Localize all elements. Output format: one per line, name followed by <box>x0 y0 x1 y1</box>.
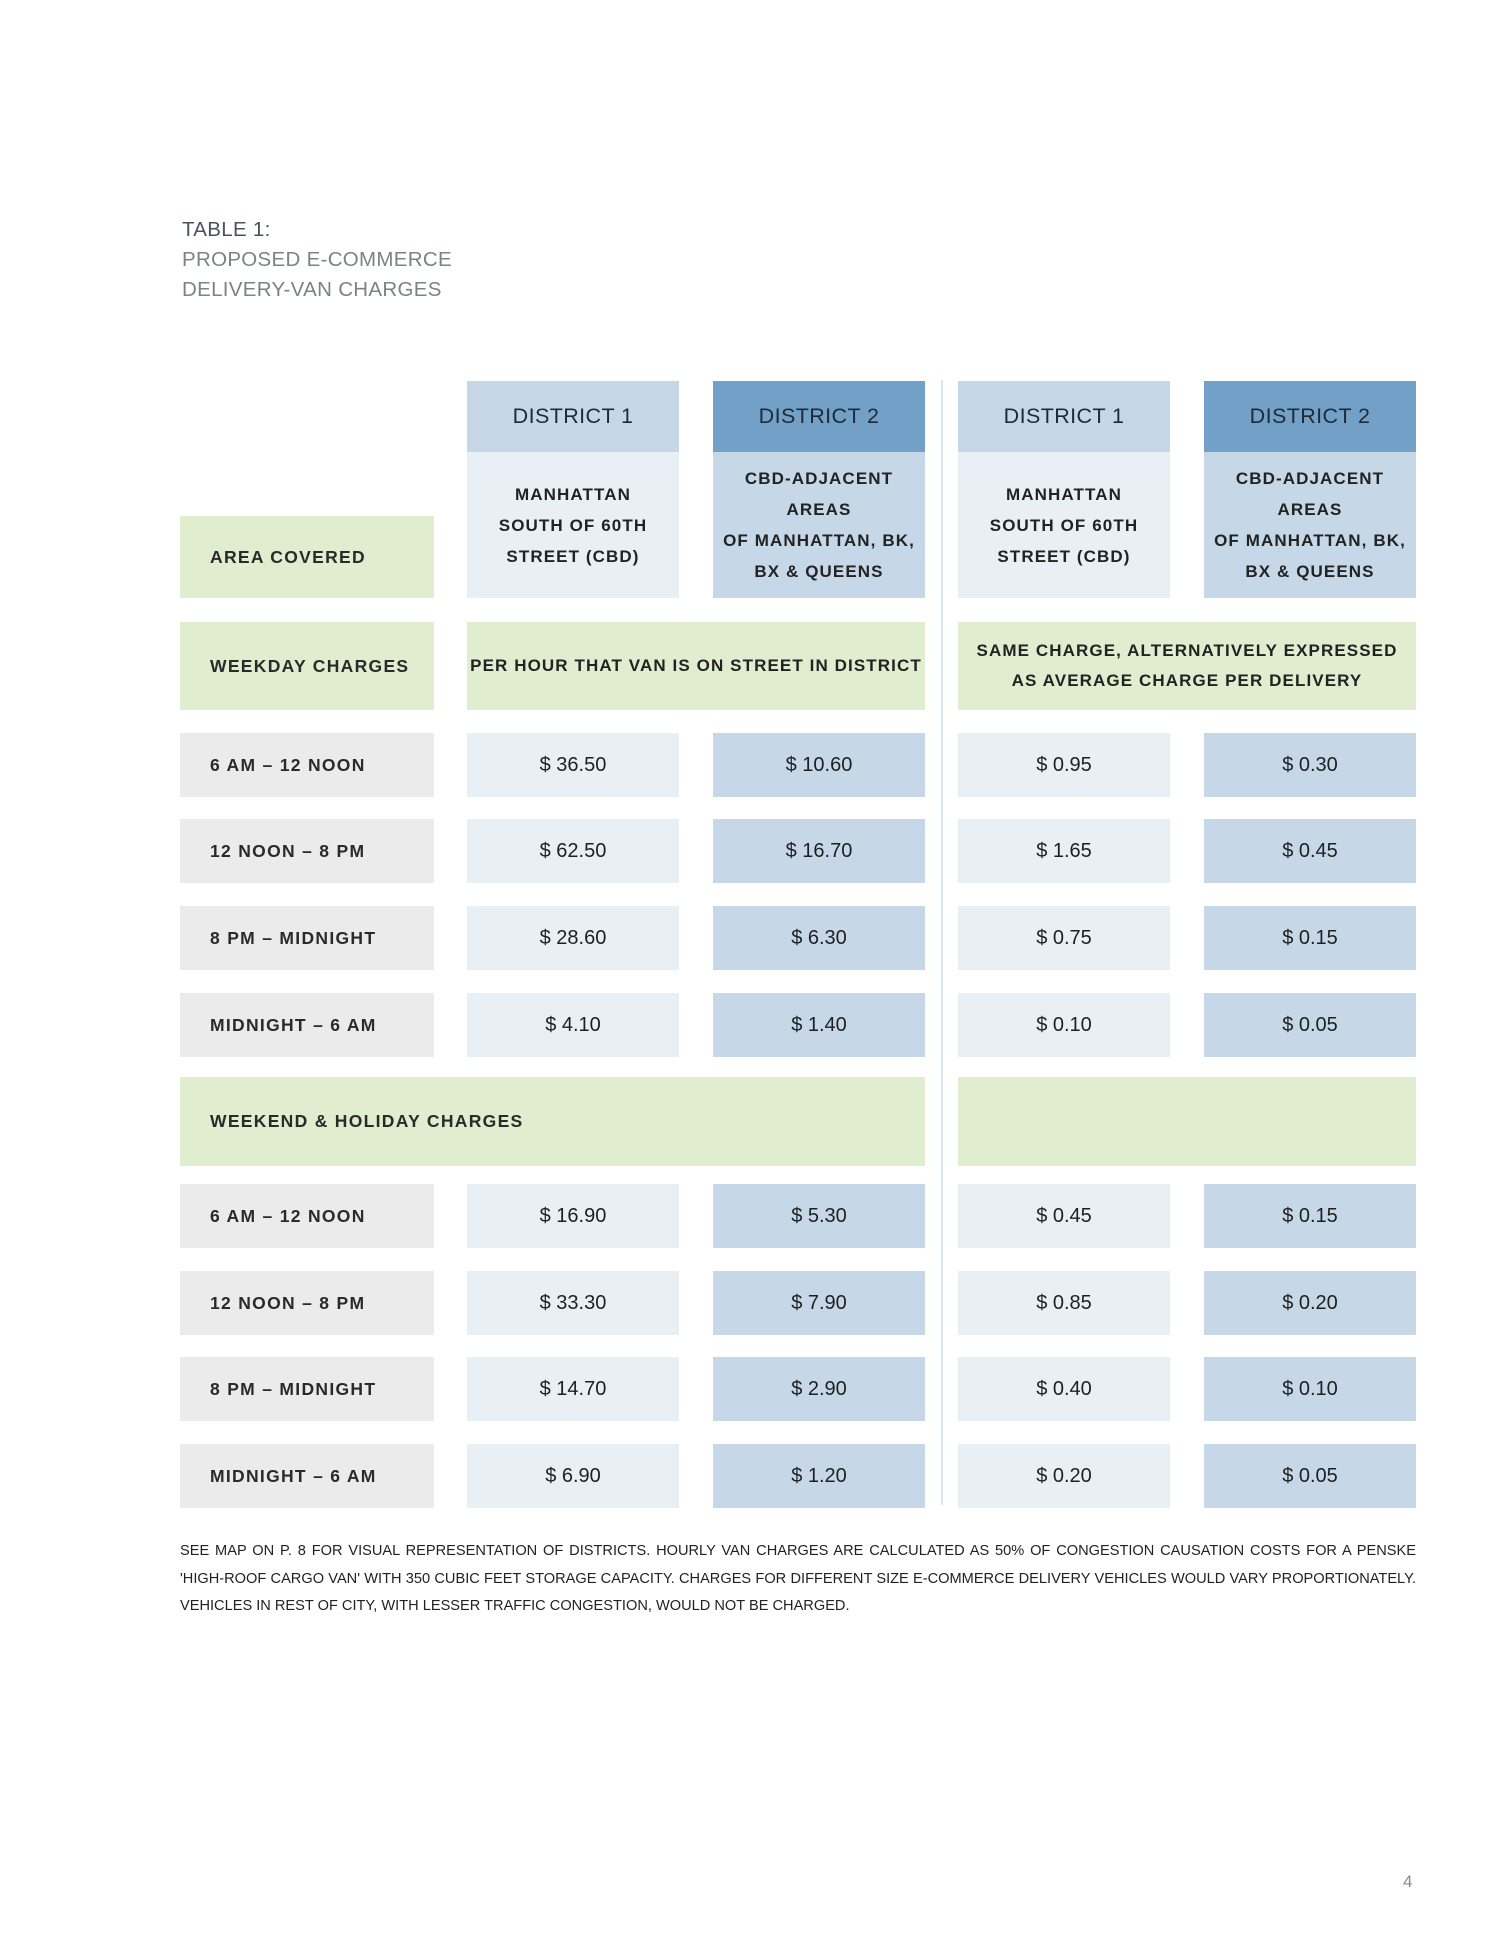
area-district-1-line: STREET (CBD) <box>506 546 640 566</box>
weekend-charges-label: WEEKEND & HOLIDAY CHARGES <box>180 1077 925 1166</box>
area-district-1-line: MANHATTAN <box>1006 484 1122 504</box>
area-covered-label: AREA COVERED <box>180 516 434 598</box>
row-label: 8 PM – MIDNIGHT <box>180 1357 434 1421</box>
row-label: 12 NOON – 8 PM <box>180 819 434 883</box>
row-label: MIDNIGHT – 6 AM <box>180 993 434 1057</box>
weekday-charges-label: WEEKDAY CHARGES <box>180 622 434 710</box>
charge-cell: $ 0.05 <box>1204 1444 1416 1508</box>
area-district-2-line: CBD-ADJACENT AREAS <box>1235 469 1385 519</box>
charge-cell: $ 0.20 <box>958 1444 1170 1508</box>
charge-cell: $ 7.90 <box>713 1271 925 1335</box>
charge-cell: $ 4.10 <box>467 993 679 1057</box>
area-district-2 <box>713 452 925 598</box>
charge-cell: $ 0.30 <box>1204 733 1416 797</box>
weekend-per-delivery-spacer <box>958 1077 1416 1166</box>
charge-cell: $ 0.05 <box>1204 993 1416 1057</box>
charge-cell: $ 36.50 <box>467 733 679 797</box>
charge-cell: $ 62.50 <box>467 819 679 883</box>
page-number: 4 <box>1403 1872 1413 1891</box>
footnote: SEE MAP ON P. 8 FOR VISUAL REPRESENTATION OF DISTRICTS. HOURLY VAN CHARGES ARE CALCULATED AS 50% OF CONGESTION CAUSATION COSTS FOR A PENSKE 'HIGH-ROOF CARGO VAN' WITH 350 CUBIC FEET STORAGE CAPACITY. CHARGES FOR DIFFERENT SIZE E-COMMERCE DELIVERY VEHICLES WOULD VARY PROPORTIONATELY. VEHICLES IN REST OF CITY, WITH LESSER TRAFFIC CONGESTION, WOULD NOT BE CHARGED. <box>180 1543 1416 1614</box>
area-district-2-line: BX & QUEENS <box>1245 562 1375 581</box>
area-district-1-line: MANHATTAN <box>515 484 631 504</box>
header-district-1-per-hour: DISTRICT 1 <box>467 381 679 452</box>
charge-cell: $ 0.15 <box>1204 1184 1416 1248</box>
header-district-1-per-delivery: DISTRICT 1 <box>958 381 1170 452</box>
charge-cell: $ 0.20 <box>1204 1271 1416 1335</box>
row-label: 12 NOON – 8 PM <box>180 1271 434 1335</box>
charge-cell: $ 16.90 <box>467 1184 679 1248</box>
table-title <box>182 215 452 305</box>
charge-cell: $ 1.65 <box>958 819 1170 883</box>
area-district-2-right <box>1204 452 1416 598</box>
charge-cell: $ 0.45 <box>958 1184 1170 1248</box>
header-district-2-per-hour: DISTRICT 2 <box>713 381 925 452</box>
charge-cell: $ 6.90 <box>467 1444 679 1508</box>
area-district-2-line: OF MANHATTAN, BK, <box>1214 531 1406 550</box>
row-label: 8 PM – MIDNIGHT <box>180 906 434 970</box>
table-title-line-2: DELIVERY-VAN CHARGES <box>182 278 442 301</box>
area-district-1-line: SOUTH OF 60TH <box>498 515 648 535</box>
row-label: 6 AM – 12 NOON <box>180 1184 434 1248</box>
charge-cell: $ 14.70 <box>467 1357 679 1421</box>
area-district-1-line: SOUTH OF 60TH <box>989 515 1139 535</box>
area-district-1-line: STREET (CBD) <box>997 546 1131 566</box>
area-district-1-right <box>958 452 1170 598</box>
charge-cell: $ 0.10 <box>958 993 1170 1057</box>
per-delivery-note-line: SAME CHARGE, ALTERNATIVELY EXPRESSED <box>976 641 1398 660</box>
charge-cell: $ 33.30 <box>467 1271 679 1335</box>
charge-cell: $ 5.30 <box>713 1184 925 1248</box>
charge-cell: $ 10.60 <box>713 733 925 797</box>
charge-cell: $ 0.75 <box>958 906 1170 970</box>
charge-cell: $ 2.90 <box>713 1357 925 1421</box>
area-district-2-line: CBD-ADJACENT AREAS <box>744 469 894 519</box>
charge-cell: $ 0.15 <box>1204 906 1416 970</box>
charge-cell: $ 1.40 <box>713 993 925 1057</box>
row-label: 6 AM – 12 NOON <box>180 733 434 797</box>
column-divider <box>941 380 943 1505</box>
charge-cell: $ 0.10 <box>1204 1357 1416 1421</box>
per-delivery-note <box>958 622 1416 710</box>
table-title-line-1: PROPOSED E-COMMERCE <box>182 248 452 271</box>
per-delivery-note-line: AS AVERAGE CHARGE PER DELIVERY <box>1011 671 1363 690</box>
row-label: MIDNIGHT – 6 AM <box>180 1444 434 1508</box>
charge-cell: $ 28.60 <box>467 906 679 970</box>
per-hour-note: PER HOUR THAT VAN IS ON STREET IN DISTRICT <box>467 622 925 710</box>
header-district-2-per-delivery: DISTRICT 2 <box>1204 381 1416 452</box>
charge-cell: $ 0.40 <box>958 1357 1170 1421</box>
charge-cell: $ 0.45 <box>1204 819 1416 883</box>
area-district-1 <box>467 452 679 598</box>
charge-cell: $ 0.85 <box>958 1271 1170 1335</box>
charge-cell: $ 1.20 <box>713 1444 925 1508</box>
charge-cell: $ 6.30 <box>713 906 925 970</box>
table-number: TABLE 1: <box>182 218 271 241</box>
charge-cell: $ 0.95 <box>958 733 1170 797</box>
area-district-2-line: OF MANHATTAN, BK, <box>723 531 915 550</box>
area-district-2-line: BX & QUEENS <box>754 562 884 581</box>
charge-cell: $ 16.70 <box>713 819 925 883</box>
